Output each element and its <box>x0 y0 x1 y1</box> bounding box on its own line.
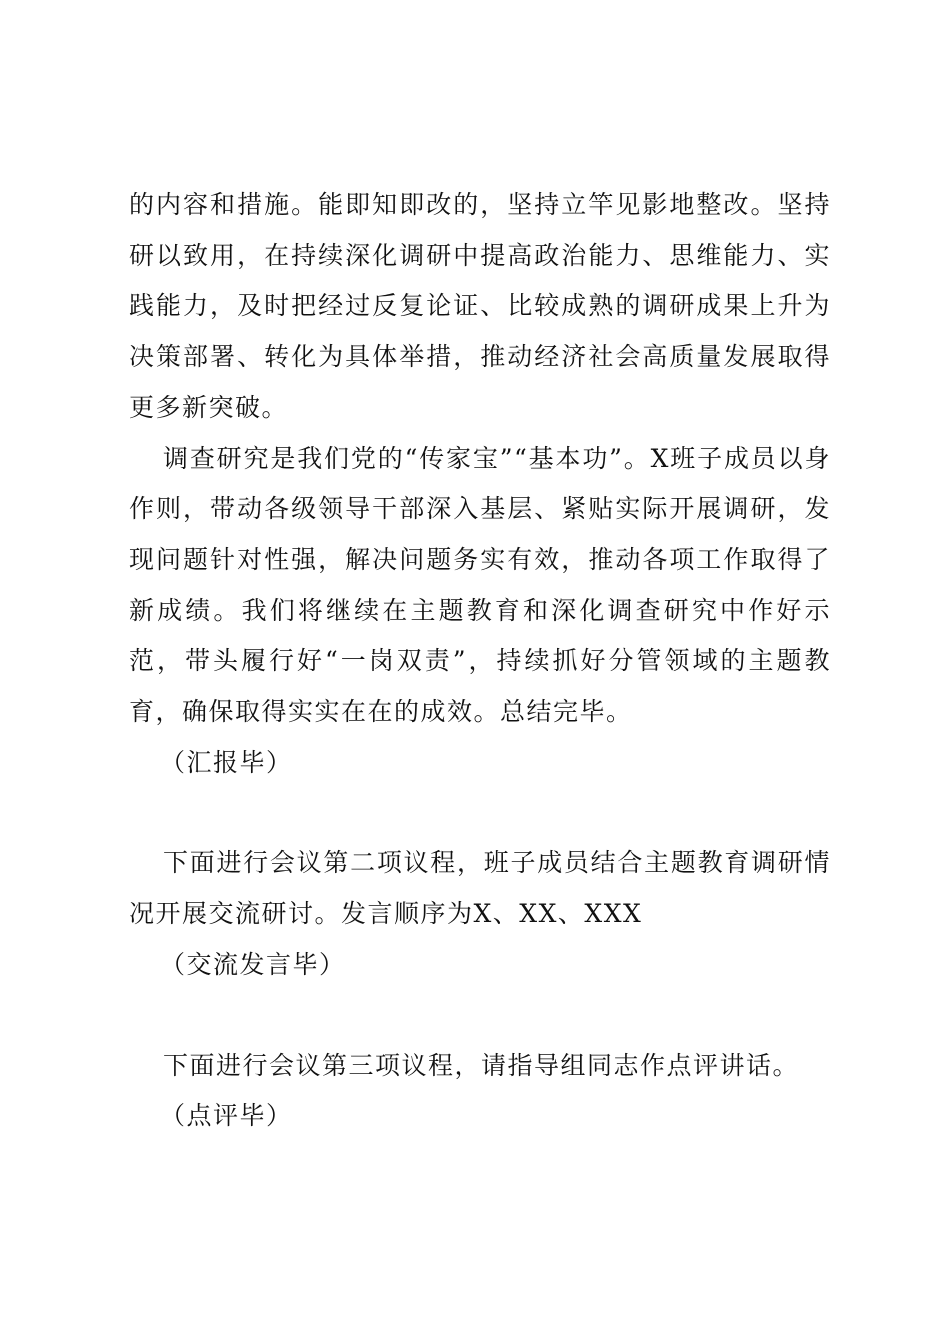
agenda-item-three: 下面进行会议第三项议程，请指导组同志作点评讲话。 <box>163 1050 800 1080</box>
blank-line <box>129 788 831 838</box>
blank-line <box>129 991 831 1041</box>
paragraph-continuation: 的内容和措施。能即知即改的，坚持立竿见影地整改。坚持研以致用，在持续深化调研中提高政治能力、思维能力、实践能力，及时把经过反复论证、比较成熟的调研成果上升为决策部署、转化为具体举措，推动经济社会高质量发展取得更多新突破。 <box>129 190 831 422</box>
discussion-end-note: （交流发言毕） <box>160 949 346 979</box>
agenda-item-two: 下面进行会议第二项议程，班子成员结合主题教育调研情况开展交流研讨。发言顺序为X、XX、XXX <box>129 848 831 929</box>
comment-end-note: （点评毕） <box>160 1101 293 1131</box>
document-body <box>129 180 831 1142</box>
report-end-note: （汇报毕） <box>160 747 293 777</box>
paragraph-research-summary: 调查研究是我们党的“传家宝”“基本功”。X班子成员以身作则，带动各级领导干部深入基层、紧贴实际开展调研，发现问题针对性强，解决问题务实有效，推动各项工作取得了新成绩。我们将继续在主题教育和深化调查研究中作好示范，带头履行好“一岗双责”，持续抓好分管领域的主题教育，确保取得实实在在的成效。总结完毕。 <box>129 443 831 727</box>
